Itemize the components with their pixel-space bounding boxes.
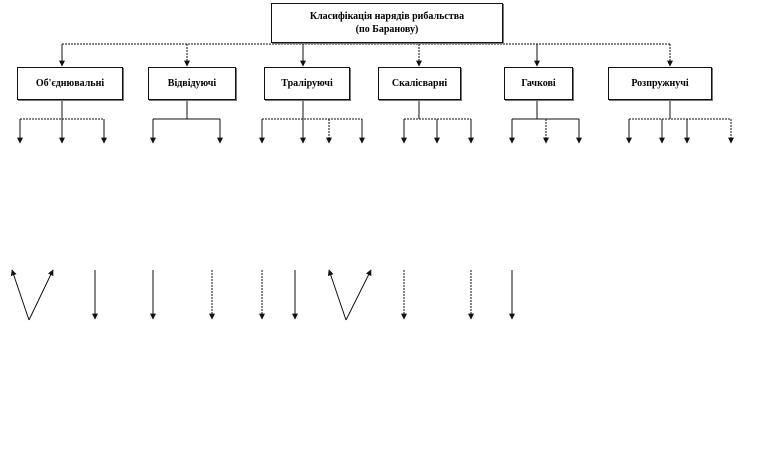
category-box-2 — [264, 67, 350, 100]
category-label: Траліруючі — [281, 78, 333, 89]
category-box-4 — [504, 67, 573, 100]
category-label: Відвідуючі — [167, 78, 217, 89]
v-arrow-left-b — [29, 270, 53, 320]
category-label: Гачкові — [521, 78, 556, 89]
v-arrow-mid-a — [329, 270, 346, 320]
category-label: Скалісварні — [391, 78, 448, 89]
category-label: Розпружнучі — [631, 78, 689, 89]
v-arrow-left-a — [12, 270, 29, 320]
v-arrow-mid-b — [346, 270, 371, 320]
root-subtitle: (по Баранову) — [355, 24, 419, 35]
root-box — [271, 3, 503, 43]
category-box-1 — [148, 67, 236, 100]
category-box-0 — [17, 67, 123, 100]
category-box-5 — [608, 67, 712, 100]
root-title: Класифікація нарядів рибальства — [309, 11, 465, 22]
category-label: Об'єднювальні — [35, 78, 105, 89]
category-box-3 — [378, 67, 461, 100]
